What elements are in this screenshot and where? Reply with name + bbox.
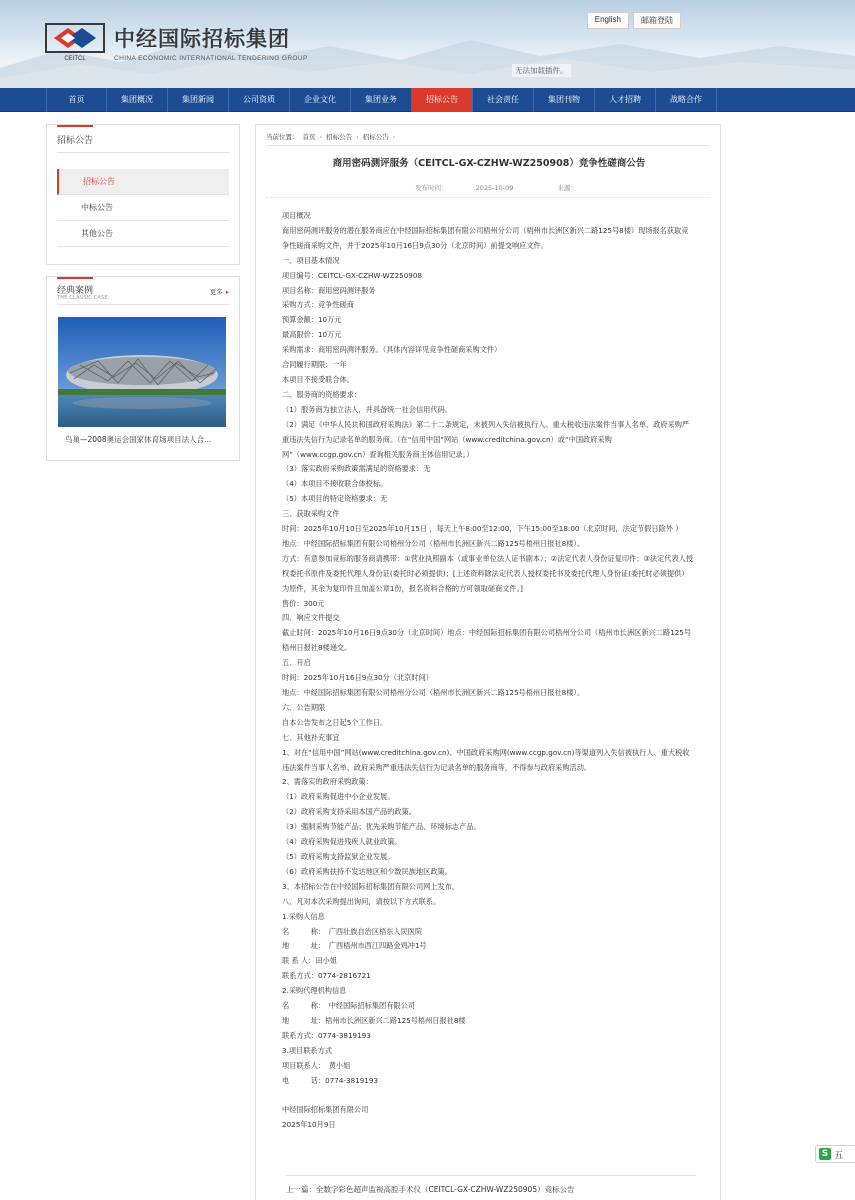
nav-item-tender-notices[interactable]: 招标公告 xyxy=(412,88,473,112)
site-header xyxy=(0,0,855,88)
nav-item-business[interactable]: 集团业务 xyxy=(351,88,412,112)
breadcrumb-label: 当前位置： xyxy=(266,133,299,141)
breadcrumb-home[interactable]: 首页 xyxy=(302,133,316,141)
article-paragraph: 四、响应文件提交 xyxy=(282,613,340,623)
article-paragraph: （3）落实政府采购政策需满足的资格要求：无 xyxy=(282,464,431,474)
article-paragraph: 二、服务商的资格要求： xyxy=(282,389,362,399)
section-accent-bar xyxy=(57,277,93,279)
article-paragraph: 1.采购人信息 xyxy=(282,911,325,921)
article-paragraph: 商用密码测评服务的潜在服务商应在中经国际招标集团有限公司梧州分公司（梧州市长洲区新兴二路125号8楼）现场报名获取竞争性磋商采购文件，并于2025年10月16日9点30分（北京时间）前提交响应文件。 xyxy=(282,225,689,250)
case-title: 经典案例 xyxy=(57,286,94,296)
chevron-right-icon: › xyxy=(319,132,323,141)
sidebar-item-tender-notices[interactable]: 招标公告 xyxy=(57,169,229,195)
article-paragraph: 最高限价：10万元 xyxy=(282,330,342,340)
article-paragraph: （3）强制采购节能产品；优先采购节能产品、环境标志产品。 xyxy=(282,822,481,832)
article-paragraph: 2025年10月9日 xyxy=(282,1120,336,1130)
section-accent-bar xyxy=(57,125,93,127)
article-paragraph: （4）本项目不接收联合体投标。 xyxy=(282,479,388,489)
top-links xyxy=(587,12,681,29)
nav-item-culture[interactable]: 企业文化 xyxy=(290,88,351,112)
birds-nest-stadium-image[interactable] xyxy=(58,317,226,427)
article-paragraph: 地点：中经国际招标集团有限公司梧州分公司（梧州市长洲区新兴二路125号梧州日报社8楼）。 xyxy=(282,688,585,697)
sidebar-classic-case xyxy=(46,276,240,461)
main-nav xyxy=(0,88,855,112)
divider xyxy=(266,145,710,146)
sidebar-title: 招标公告 xyxy=(57,136,94,146)
article-paragraph: 预算金额：10万元 xyxy=(282,315,342,325)
article-paragraph: 联系方式：0774-3819193 xyxy=(282,1030,371,1040)
article-paragraph: （2）政府采购支持采用本国产品的政策。 xyxy=(282,807,416,817)
case-subtitle: THE CLASSIC CASE xyxy=(57,295,108,301)
prev-article-link[interactable]: 上一篇：全数字彩色超声监视高腔手术仪（CEITCL-GX-CZHW-WZ250905）竞标公告 xyxy=(286,1185,575,1194)
article-paragraph xyxy=(282,1088,694,1103)
article-paragraph: 三、获取采购文件 xyxy=(282,509,340,519)
nav-item-group-news[interactable]: 集团新闻 xyxy=(168,88,229,112)
article-paragraph: 2.采购代理机构信息 xyxy=(282,986,347,996)
article-meta: 发布时间： 2025-10-09 来源： xyxy=(415,184,577,192)
logo-chinese-name: 中经国际招标集团 xyxy=(114,25,290,51)
article-paragraph: 中经国际招标集团有限公司 xyxy=(282,1105,369,1115)
article-paragraph: 2、需落实的政府采购政策： xyxy=(282,777,373,787)
site-logo[interactable] xyxy=(44,22,308,62)
divider xyxy=(266,197,710,198)
article-paragraph: 售价：300元 xyxy=(282,598,325,608)
more-link[interactable]: 更多 ▸ xyxy=(209,288,229,296)
article-paragraph: 时间：2025年10月10日至2025年10月15日 ，每天上午8:00至12:00，下午15:00至18:00（北京时间，法定节假日除外 ） xyxy=(282,524,683,534)
article-paragraph: （1）服务商为独立法人，并具备统一社会信用代码。 xyxy=(282,404,452,414)
article-paragraph: 项目编号：CEITCL-GX-CZHW-WZ250908 xyxy=(282,270,423,280)
nav-item-publications[interactable]: 集团刊物 xyxy=(534,88,595,112)
nav-item-social-responsibility[interactable]: 社会责任 xyxy=(473,88,534,112)
chevron-right-icon: › xyxy=(356,132,359,141)
arrow-right-icon: ▸ xyxy=(225,288,229,296)
article-paragraph: 采购方式：竞争性磋商 xyxy=(282,300,354,310)
article-paragraph: （5）政府采购支持监狱企业发展。 xyxy=(282,851,395,861)
article-paragraph: 地 址： 广西梧州市西江四路金鸡冲1号 xyxy=(282,941,427,951)
chevron-right-icon: › xyxy=(392,132,396,141)
sidebar-item-other-notices[interactable]: 其他公告 xyxy=(57,221,229,247)
article-paragraph: 3、本招标公告在中经国际招标集团有限公司网上发布。 xyxy=(282,881,460,891)
article-paragraph: （1）政府采购促进中小企业发展。 xyxy=(282,792,395,802)
divider xyxy=(286,1175,696,1176)
article-paragraph: （4）政府采购促进残疾人就业政策。 xyxy=(282,837,402,847)
sogou-ime-icon: S xyxy=(819,1148,831,1160)
breadcrumb-tender[interactable]: 招标公告 xyxy=(326,133,353,141)
article-paragraph: （6）政府采购扶持不发达地区和少数民族地区政策。 xyxy=(282,866,452,876)
article-paragraph: 名 称： 广西壮族自治区梧东人民医院 xyxy=(282,926,423,936)
nav-item-group-overview[interactable]: 集团概况 xyxy=(107,88,168,112)
article-paragraph: 地点：中经国际招标集团有限公司梧州分公司（梧州市长洲区新兴二路125号梧州日报社8楼）。 xyxy=(282,538,585,548)
article-paragraph: 地 址：梧州市长洲区新兴二路125号梧州日报社8楼 xyxy=(282,1015,466,1025)
article-paragraph: 六、公告期限 xyxy=(282,702,326,712)
publish-date: 2025-10-09 xyxy=(475,184,514,192)
logo-english-name: CHINA ECONOMIC INTERNATIONAL TENDERING GROUP xyxy=(114,54,308,62)
article-paragraph: 八、凡对本次采购提出询问，请按以下方式联系。 xyxy=(282,896,441,906)
article-paragraph: 项目概况 xyxy=(282,211,311,220)
article-paragraph: 截止时间：2025年10月16日9点30分（北京时间）地点：中经国际招标集团有限公司梧州分公司（梧州市长洲区新兴二路125号梧州日报社8楼递交。 xyxy=(282,628,692,653)
article-paragraph: 本项目不接受联合体。 xyxy=(282,374,354,384)
sidebar-item-award-notices[interactable]: 中标公告 xyxy=(57,195,229,221)
article-paragraph: 项目名称：商用密码测评服务 xyxy=(282,285,376,295)
article-paragraph: 五、开启 xyxy=(282,658,311,668)
sidebar-notices xyxy=(46,124,240,265)
article-paragraph: （2）满足《中华人民共和国政府采购法》第二十二条规定，未被列入失信被执行人、重大税收违法案件当事人名单、政府采购严重违法失信行为记录名单的服务商。（在“信用中国”网站（www.creditchina.gov.cn）或“中国政府采购网”（www.ccgp.gov.cn）查询相关服务商主体信用记录。） xyxy=(282,419,690,459)
article-paragraph: 项目联系人： 黄小姐 xyxy=(282,1060,351,1070)
article-paragraph: 七、其他补充事宜 xyxy=(282,732,340,742)
article-paragraph: 时间：2025年10月16日9点30分（北京时间） xyxy=(282,673,433,683)
article-paragraph: 联 系 人：田小姐 xyxy=(282,956,337,966)
breadcrumb xyxy=(266,132,395,141)
article-paragraph: 方式：有意参加竞标的服务商请携带：①营业执照副本（或事业单位法人证书副本）；②法定代表人身份证复印件；③法定代表人授权委托书原件及委托代理人身份证(委托时必须提供)；[上述资料除法定代表人授权委托书及委托代理人身份证(委托时必须提供）为原件，其余为复印件且加盖公章1份，报名资料合格的方可领取磋商文件。] xyxy=(282,553,694,593)
article-paragraph: 自本公告发布之日起5个工作日。 xyxy=(282,717,388,727)
article-paragraph: 3.项目联系方式 xyxy=(282,1045,332,1055)
article-paragraph: 电 话：0774-3819193 xyxy=(282,1075,379,1085)
article-panel xyxy=(255,124,721,1200)
article-paragraph: （5）本项目的特定资格要求：无 xyxy=(282,494,388,504)
article-paragraph: 名 称： 中经国际招标集团有限公司 xyxy=(282,1001,415,1011)
breadcrumb-current[interactable]: 招标公告 xyxy=(362,133,389,141)
article-body xyxy=(282,209,694,1133)
english-link[interactable]: English xyxy=(587,12,629,29)
ime-indicator[interactable] xyxy=(815,1145,855,1163)
article-paragraph: 合同履行期限：一年 xyxy=(282,360,347,370)
case-caption[interactable]: 鸟巢—2008奥运会国家体育场项目法人合... xyxy=(65,435,212,444)
nav-item-recruitment[interactable]: 人才招聘 xyxy=(595,88,656,112)
nav-item-qualifications[interactable]: 公司资质 xyxy=(229,88,290,112)
article-paragraph: 联系方式：0774-2816721 xyxy=(282,971,371,981)
plugin-error-message: 无法加载插件。 xyxy=(512,64,571,77)
prev-article-title[interactable]: 全数字彩色超声监视高腔手术仪（CEITCL-GX-CZHW-WZ250905）竞标公告 xyxy=(316,1185,575,1194)
ime-mode-label: 五 xyxy=(834,1150,844,1161)
mailbox-login-link[interactable]: 邮箱登陆 xyxy=(633,12,681,29)
nav-item-home[interactable]: 首页 xyxy=(46,88,107,112)
article-title: 商用密码测评服务（CEITCL-GX-CZHW-WZ250908）竞争性磋商公告 xyxy=(332,158,646,169)
logo-mark-icon xyxy=(44,22,106,62)
article-paragraph: 1、对在“信用中国”网站(www.creditchina.gov.cn)、中国政府采购网(www.ccgp.gov.cn)等渠道列入失信被执行人、重大税收违法案件当事人名单、政府采购严重违法失信行为记录名单的服务商等，不得参与政府采购活动。 xyxy=(282,747,690,772)
article-paragraph: 采购需求：商用密码测评服务。（具体内容详见竞争性磋商采购文件） xyxy=(282,345,502,355)
source-label: 来源： xyxy=(557,184,577,192)
svg-text:CEITCL: CEITCL xyxy=(64,56,86,62)
article-paragraph: 一、项目基本情况 xyxy=(282,255,340,265)
nav-item-cooperation[interactable]: 战略合作 xyxy=(656,88,717,112)
